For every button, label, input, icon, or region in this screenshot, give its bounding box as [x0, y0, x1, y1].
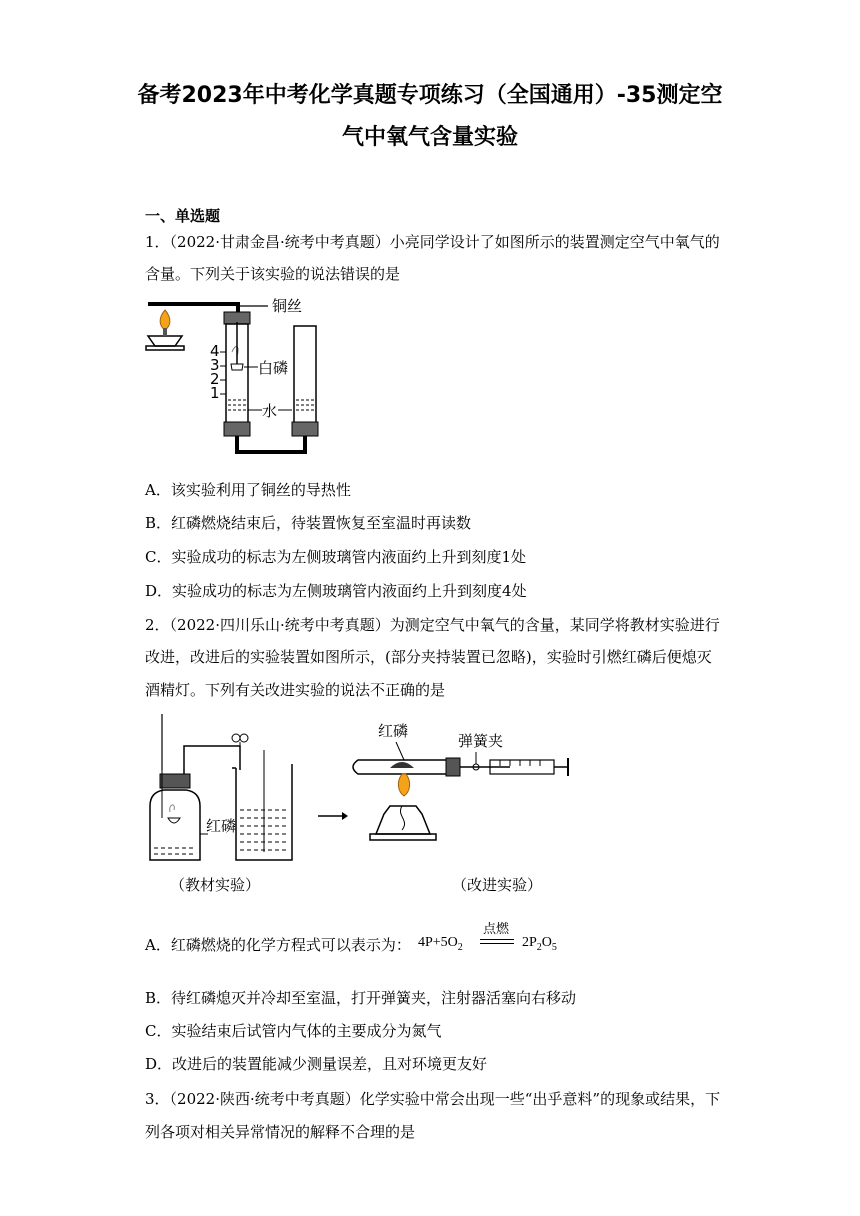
left-glass-tube — [224, 312, 250, 436]
q2-stem-line-1: 2．（2022·四川乐山·统考中考真题）为测定空气中氧气的含量，某同学将教材实验进行 — [145, 616, 720, 634]
equation-reactants: 4P+5O — [418, 935, 458, 950]
label-water: 水 — [262, 402, 278, 420]
q1-stem-line-1: 1．（2022·甘肃金昌·统考中考真题）小亮同学设计了如图所示的装置测定空气中氧气的 — [145, 233, 720, 251]
delivery-tube — [184, 746, 240, 774]
equation-subscript: 5 — [551, 941, 557, 953]
q1-option-c[interactable]: C．实验成功的标志为左侧玻璃管内液面约上升到刻度1处 — [145, 548, 527, 566]
q3-stem-line-1: 3．（2022·陕西·统考中考真题）化学实验中常会出现一些“出乎意料”的现象或结果，下 — [145, 1090, 721, 1108]
q2-option-c[interactable]: C．实验结束后试管内气体的主要成分为氮气 — [145, 1022, 442, 1040]
q2-option-d[interactable]: D．改进后的装置能减少测量误差，且对环境更友好 — [145, 1055, 488, 1073]
textbook-bottle — [150, 714, 200, 860]
alcohol-lamp-icon — [370, 774, 436, 840]
page-title-line-2: 气中氧气含量实验 — [341, 125, 518, 150]
svg-text:1: 1 — [210, 384, 220, 402]
svg-text:2: 2 — [210, 370, 220, 388]
q1-stem-line-2: 含量。下列关于该实验的说法错误的是 — [145, 265, 401, 283]
scale-marks — [210, 342, 226, 402]
test-tube — [353, 758, 460, 776]
q2-option-b[interactable]: B．待红磷熄灭并冷却至室温，打开弹簧夹，注射器活塞向右移动 — [145, 989, 577, 1007]
label-copper-wire: 铜丝 — [272, 297, 303, 315]
q1-apparatus-figure — [140, 292, 340, 462]
equation-condition: 点燃 — [483, 922, 510, 937]
q1-option-a[interactable]: A．该实验利用了铜丝的导热性 — [145, 481, 351, 499]
connecting-tube — [237, 436, 305, 452]
equation-subscript: 2 — [536, 941, 542, 953]
caption-improved-experiment: （改进实验） — [452, 876, 543, 894]
section-heading: 一、单选题 — [145, 207, 221, 225]
copper-wire — [148, 304, 238, 312]
q1-option-b[interactable]: B．红磷燃烧结束后，待装置恢复至室温时再读数 — [145, 514, 472, 532]
q2-apparatus-figure — [140, 712, 590, 902]
q2-option-a-equation — [410, 918, 590, 958]
q2-option-a[interactable]: A．红磷燃烧的化学方程式可以表示为： — [145, 936, 411, 954]
equation-product: 2P — [522, 935, 537, 950]
right-glass-tube — [292, 326, 318, 436]
q1-option-d[interactable]: D．实验成功的标志为左侧玻璃管内液面约上升到刻度4处 — [145, 582, 527, 600]
label-red-phosphorus-left: 红磷 — [206, 817, 237, 835]
q2-stem-line-3: 酒精灯。下列有关改进实验的说法不正确的是 — [145, 681, 446, 699]
label-spring-clamp: 弹簧夹 — [458, 732, 504, 750]
q2-stem-line-2: 改进，改进后的实验装置如图所示，(部分夹持装置已忽略)，实验时引燃红磷后便熄灭 — [145, 648, 712, 666]
label-red-phosphorus-right: 红磷 — [378, 722, 409, 740]
page-title-line-1: 备考2023年中考化学真题专项练习（全国通用）-35测定空 — [137, 83, 723, 108]
equation-equals-sign — [480, 939, 514, 944]
svg-text:3: 3 — [210, 356, 220, 374]
caption-textbook-experiment: （教材实验） — [170, 876, 261, 894]
beaker — [232, 750, 292, 860]
arrow-right-icon — [318, 812, 348, 820]
alcohol-lamp-icon — [146, 310, 184, 350]
q3-stem-line-2: 列各项对相关异常情况的解释不合理的是 — [145, 1123, 416, 1141]
equation-product-o: O — [541, 935, 552, 950]
svg-text:4: 4 — [210, 342, 220, 360]
clamp-icon — [232, 734, 248, 750]
equation-subscript: 2 — [457, 941, 463, 953]
label-white-phosphorus: 白磷 — [258, 359, 289, 377]
